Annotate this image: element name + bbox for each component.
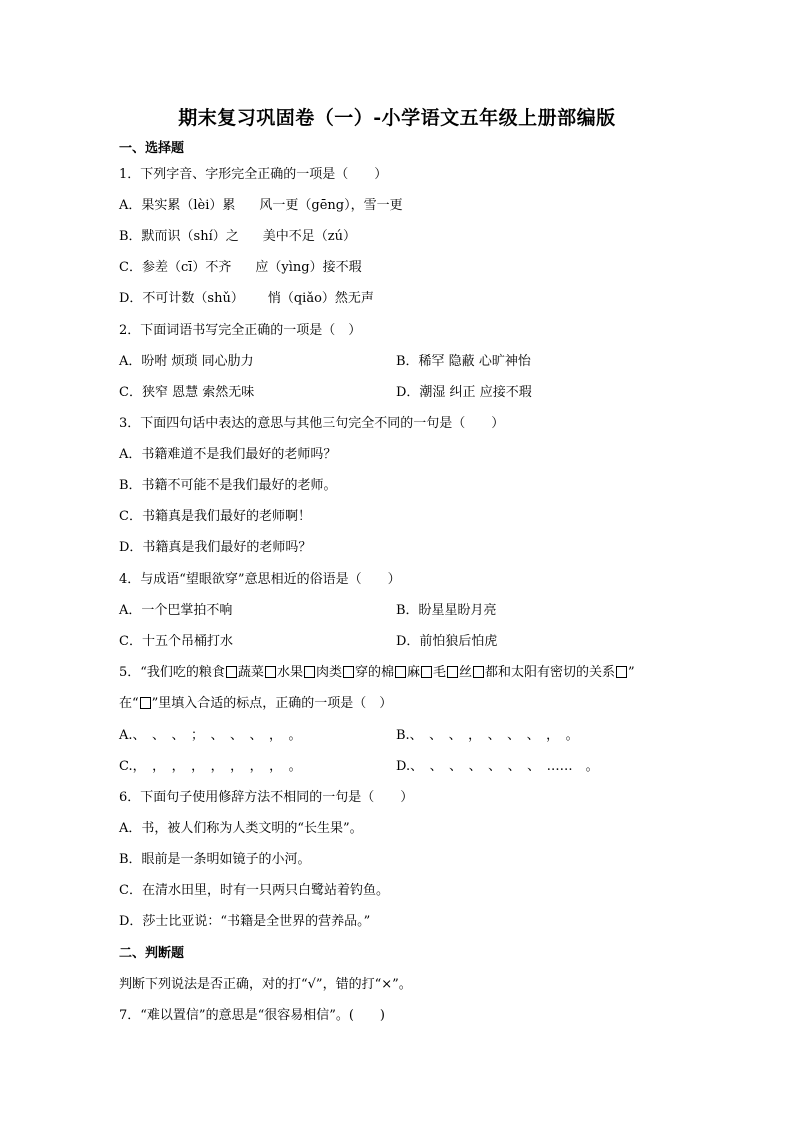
- question-1-option-c-part2: 应（yìng）接不瑕: [255, 260, 362, 275]
- section-heading-choice: 一、选择题: [119, 141, 185, 156]
- blank-box: [395, 666, 406, 678]
- blank-box: [140, 697, 151, 709]
- q5-text-9: 都和太阳有密切的关系: [485, 665, 616, 680]
- section-heading-judgment: 二、判断题: [119, 946, 185, 961]
- question-2-option-a: A．吩咐 烦琐 同心肋力: [119, 354, 254, 369]
- q5-line2-text-2: ”里填入合适的标点，正确的一项是（ ）: [151, 696, 393, 711]
- blank-box: [447, 666, 458, 678]
- question-5-stem-line2: [119, 695, 392, 713]
- q5-line2-text-1: 在“: [119, 696, 139, 711]
- q5-text-5: 穿的棉: [354, 665, 394, 680]
- question-5-option-d: D.、 、 、 、 、 、 、 …… 。: [396, 759, 599, 774]
- question-4-option-a: A．一个巴掌拍不响: [119, 603, 233, 618]
- question-6-option-d: D．莎士比亚说：“书籍是全世界的营养品。”: [119, 914, 371, 929]
- question-2-option-d: D．潮湿 纠正 应接不瑕: [396, 385, 532, 400]
- question-1-option-d-part1: D．不可计数（shǔ）: [119, 291, 244, 306]
- question-1-option-d-part2: 悄（qiǎo）然无声: [267, 291, 374, 306]
- question-1-option-c-part1: C．参差（cī）不齐: [119, 260, 232, 275]
- q5-text-10: ”: [628, 665, 635, 680]
- question-1-option-b-part2: 美中不足（zú）: [262, 229, 356, 244]
- page-title: 期末复习巩固卷（一）-小学语文五年级上册部编版: [178, 107, 616, 129]
- question-1-option-a: [119, 197, 403, 215]
- blank-box: [304, 666, 315, 678]
- question-6-option-a: A．书，被人们称为人类文明的“长生果”。: [119, 821, 363, 836]
- blank-box: [421, 666, 432, 678]
- question-2-stem: 2．下面词语书写完全正确的一项是（ ）: [119, 323, 362, 338]
- question-3-option-b: B．书籍不可能不是我们最好的老师。: [119, 478, 337, 493]
- blank-box: [616, 666, 627, 678]
- question-1-option-a-part2: 风一更（gēng），雪一更: [259, 198, 403, 213]
- question-4-stem: 4．与成语“望眼欲穿”意思相近的俗语是（ ）: [119, 572, 401, 587]
- question-1-option-c: [119, 259, 362, 277]
- question-3-stem: 3．下面四句话中表达的意思与其他三句完全不同的一句是（ ）: [119, 416, 505, 431]
- question-1-option-a-part1: A．果实累（lèi）累: [119, 198, 236, 213]
- question-5-option-b: B.、 、 、 ， 、 、 、 ， 。: [396, 728, 579, 743]
- question-5-option-a: A.、 、 、 ； 、 、 、 ， 。: [119, 728, 302, 743]
- question-1-option-b-part1: B．默而识（shí）之: [119, 229, 239, 244]
- q5-text-3: 水果: [276, 665, 303, 680]
- question-5-stem: [119, 664, 635, 682]
- question-3-option-a: A．书籍难道不是我们最好的老师吗？: [119, 447, 337, 462]
- q5-text-1: 5．“我们吃的粮食: [119, 665, 225, 680]
- question-2-option-c: C．狭窄 恩慧 索然无味: [119, 385, 255, 400]
- question-6-option-b: B．眼前是一条明如镜子的小河。: [119, 852, 311, 867]
- question-7: 7．“难以置信”的意思是“很容易相信”。( ): [119, 1008, 385, 1023]
- question-1-option-d: [119, 290, 374, 308]
- blank-box: [343, 666, 354, 678]
- question-2-option-b: B．稀罕 隐蔽 心旷神怡: [396, 354, 531, 369]
- question-4-option-c: C．十五个吊桶打水: [119, 634, 233, 649]
- question-1-option-b: [119, 228, 356, 246]
- question-3-option-d: D．书籍真是我们最好的老师吗？: [119, 540, 312, 555]
- question-4-option-b: B．盼星星盼月亮: [396, 603, 497, 618]
- judgment-instruction: 判断下列说法是否正确，对的打“√”，错的打“×”。: [119, 977, 412, 992]
- q5-text-2: 蔬菜: [237, 665, 264, 680]
- q5-text-6: 麻: [406, 665, 420, 680]
- question-1-stem: 1．下列字音、字形完全正确的一项是（ ）: [119, 167, 388, 182]
- q5-text-7: 毛: [433, 665, 447, 680]
- blank-box: [265, 666, 276, 678]
- question-5-option-c: C.， ， ， ， ， ， ， ， 。: [119, 759, 302, 774]
- q5-text-8: 丝: [459, 665, 473, 680]
- blank-box: [473, 666, 484, 678]
- blank-box: [226, 666, 237, 678]
- question-3-option-c: C．书籍真是我们最好的老师啊！: [119, 509, 311, 524]
- question-6-option-c: C．在清水田里，时有一只两只白鹭站着钓鱼。: [119, 883, 389, 898]
- question-6-stem: 6．下面句子使用修辞方法不相同的一句是（ ）: [119, 790, 414, 805]
- question-4-option-d: D．前怕狼后怕虎: [396, 634, 498, 649]
- q5-text-4: 肉类: [315, 665, 342, 680]
